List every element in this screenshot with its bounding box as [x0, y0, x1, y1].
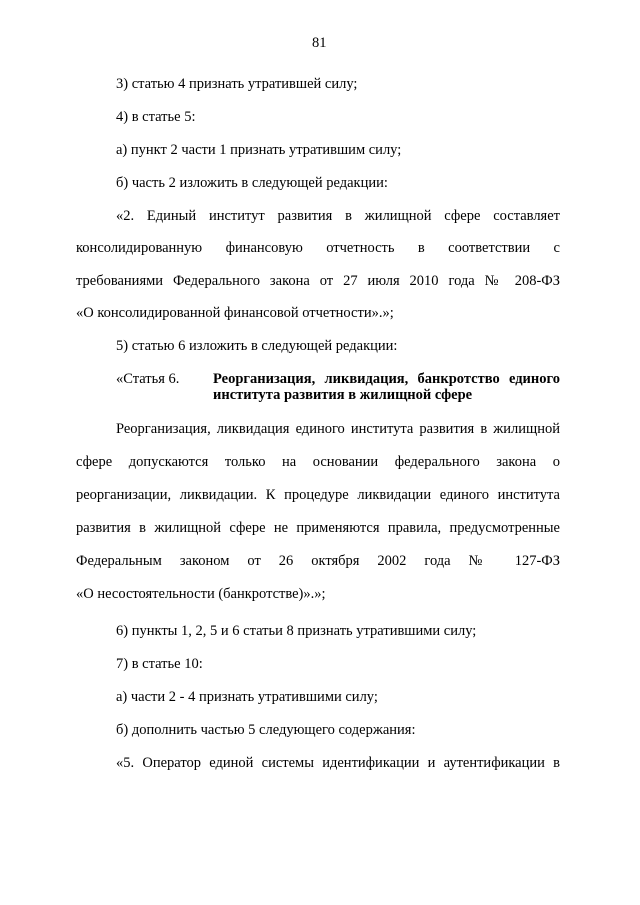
quote-line-4: «О консолидированной финансовой отчетности».»; — [76, 305, 394, 321]
quote-line-2: консолидированную финансовую отчетность в соответствии с — [76, 240, 560, 256]
article-label: «Статья 6. — [116, 371, 180, 387]
paragraph-item-4: 4) в статье 5: — [116, 109, 196, 125]
paragraph-subitem-a-2: а) части 2 - 4 признать утратившими силу; — [116, 689, 378, 705]
paragraph-item-7: 7) в статье 10: — [116, 656, 203, 672]
paragraph-item-5: 5) статью 6 изложить в следующей редакции: — [116, 338, 398, 354]
article-body-line-6: «О несостоятельности (банкротстве)».»; — [76, 586, 326, 602]
paragraph-subitem-b: б) часть 2 изложить в следующей редакции: — [116, 175, 388, 191]
article-title-line-1: Реорганизация, ликвидация, банкротство единого — [213, 371, 560, 387]
article-body-line-1: Реорганизация, ликвидация единого института развития в жилищной — [116, 421, 560, 437]
paragraph-subitem-a: а) пункт 2 части 1 признать утратившим силу; — [116, 142, 402, 158]
article-body-line-4: развития в жилищной сфере не применяются правила, предусмотренные — [76, 520, 560, 536]
quote-line-3: требованиями Федерального закона от 27 июля 2010 года № 208-ФЗ — [76, 273, 560, 289]
paragraph-item-6: 6) пункты 1, 2, 5 и 6 статьи 8 признать утратившими силу; — [116, 623, 477, 639]
paragraph-item-3: 3) статью 4 признать утратившей силу; — [116, 76, 358, 92]
quote-line-1: «2. Единый институт развития в жилищной сфере составляет — [116, 208, 560, 224]
page-number: 81 — [312, 35, 327, 51]
article-title-line-2: института развития в жилищной сфере — [213, 387, 473, 403]
article-body-line-5: Федеральным законом от 26 октября 2002 года № 127-ФЗ — [76, 553, 560, 569]
paragraph-subitem-b-2: б) дополнить частью 5 следующего содержания: — [116, 722, 416, 738]
quote-2-line-1: «5. Оператор единой системы идентификации и аутентификации в — [116, 755, 560, 771]
article-body-line-2: сфере допускаются только на основании федерального закона о — [76, 454, 560, 470]
article-body-line-3: реорганизации, ликвидации. К процедуре ликвидации единого института — [76, 487, 560, 503]
